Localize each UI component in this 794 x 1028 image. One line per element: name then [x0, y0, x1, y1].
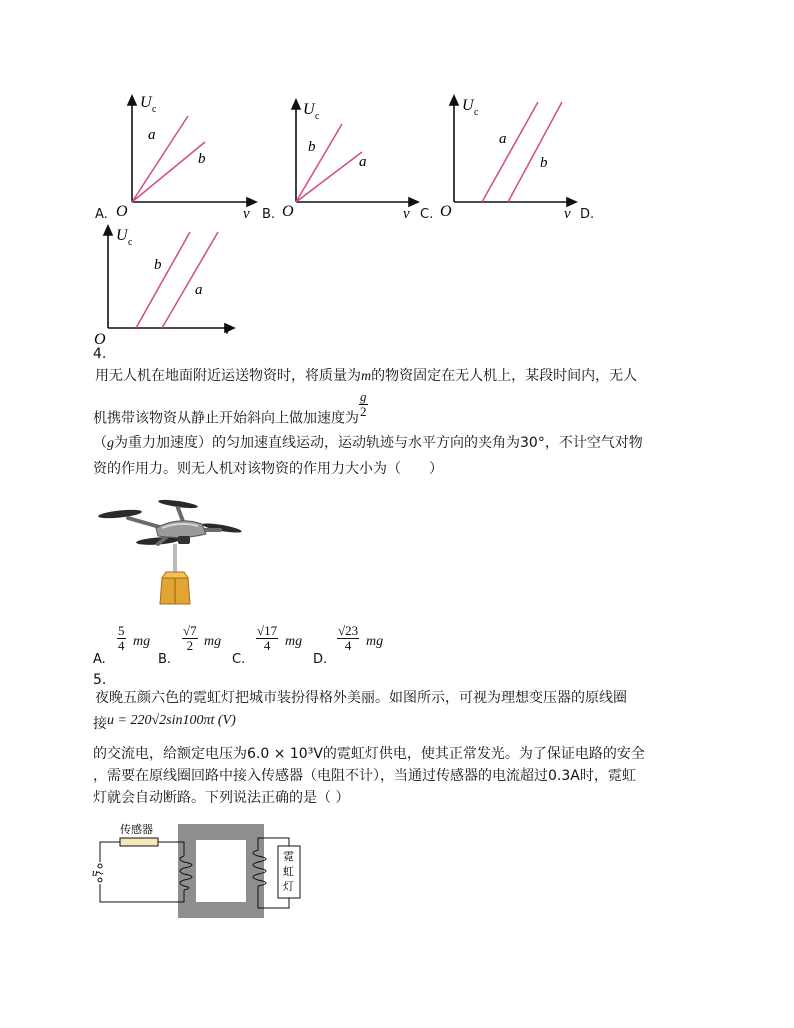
graph-c-u-sub: c	[474, 107, 479, 118]
graph-c-v-label: v	[564, 206, 571, 218]
q4-line3: （g为重力加速度）的匀加速直线运动，运动轨迹与水平方向的夹角为30°，不计空气对物	[93, 435, 643, 451]
option-a-label: A.	[95, 207, 108, 222]
graph-c-left: a	[499, 131, 507, 147]
q5-formula: u = 220√2sin100πt (V)	[107, 713, 236, 728]
q5-number: 5.	[93, 672, 107, 688]
q5-line2: 接u = 220√2sin100πt (V)	[93, 713, 236, 732]
sensor-label: 传感器	[120, 824, 153, 836]
graph-d	[94, 222, 244, 352]
q4-line2: 机携带该物资从静止开始斜向上做加速度为 $\frac{g}{2}$	[93, 389, 367, 427]
graph-a-upper: a	[148, 127, 156, 143]
graph-a-u-label: U	[140, 94, 152, 111]
q5-line4: ，需要在原线圈回路中接入传感器（电阻不计），当通过传感器的电流超过0.3A时，霓虹	[93, 768, 636, 784]
q4-option-c[interactable]: C. $\frac{√17}{4}$ mg	[232, 623, 303, 667]
graph-a-v-label: v	[243, 206, 250, 220]
q5-line3: 的交流电，给额定电压为6.0 × 10³V的霓虹灯供电，使其正常发光。为了保证电路的安全	[93, 746, 645, 762]
graph-c	[440, 92, 580, 218]
graph-d-u-sub: c	[128, 237, 133, 248]
graph-c-origin: O	[440, 203, 452, 218]
graph-a-origin: O	[116, 203, 128, 220]
graph-d-right: a	[195, 282, 203, 298]
lamp-label-2: 虹	[283, 866, 294, 878]
graph-a	[110, 90, 260, 220]
graph-d-left: b	[154, 257, 162, 273]
graph-d-v-label: v	[224, 322, 231, 338]
drone-image	[98, 494, 243, 608]
graph-b-v-label: v	[403, 206, 410, 218]
graph-d-origin: O	[94, 331, 106, 348]
graph-b-origin: O	[282, 203, 294, 218]
graph-a-lower: b	[198, 151, 206, 167]
q5-line1: 夜晚五颜六色的霓虹灯把城市装扮得格外美丽。如图所示，可视为理想变压器的原线圈	[95, 690, 627, 706]
q4-option-a[interactable]: A. $\frac{5}{4}$ mg	[93, 623, 151, 667]
graph-b-u-label: U	[303, 101, 315, 118]
graph-b-lower: a	[359, 154, 367, 170]
graph-c-right: b	[540, 155, 548, 171]
graph-d-u-label: U	[116, 227, 128, 244]
q5-line5: 灯就会自动断路。下列说法正确的是（ ）	[93, 790, 350, 806]
q4-option-d[interactable]: D. $\frac{√23}{4}$ mg	[313, 623, 384, 667]
lamp-label-3: 灯	[283, 881, 294, 893]
transformer-circuit	[92, 820, 307, 925]
graph-b-upper: b	[308, 139, 316, 155]
graph-a-u-sub: c	[152, 104, 157, 115]
q4-option-b[interactable]: B. $\frac{√7}{2}$ mg	[158, 623, 222, 667]
q4-line4: 资的作用力。则无人机对该物资的作用力大小为（ ）	[93, 461, 443, 477]
option-c-label: C.	[420, 207, 434, 222]
option-b-label: B.	[262, 207, 276, 222]
q4-number: 4.	[93, 346, 107, 362]
graph-c-u-label: U	[462, 97, 474, 114]
graph-b	[282, 96, 422, 218]
q4-line1: 用无人机在地面附近运送物资时，将质量为m的物资固定在无人机上，某段时间内，无人	[95, 368, 638, 384]
graph-b-u-sub: c	[315, 111, 320, 122]
option-d-label: D.	[580, 207, 595, 222]
lamp-label-1: 霓	[283, 851, 294, 863]
source-u-label: u	[92, 867, 98, 879]
